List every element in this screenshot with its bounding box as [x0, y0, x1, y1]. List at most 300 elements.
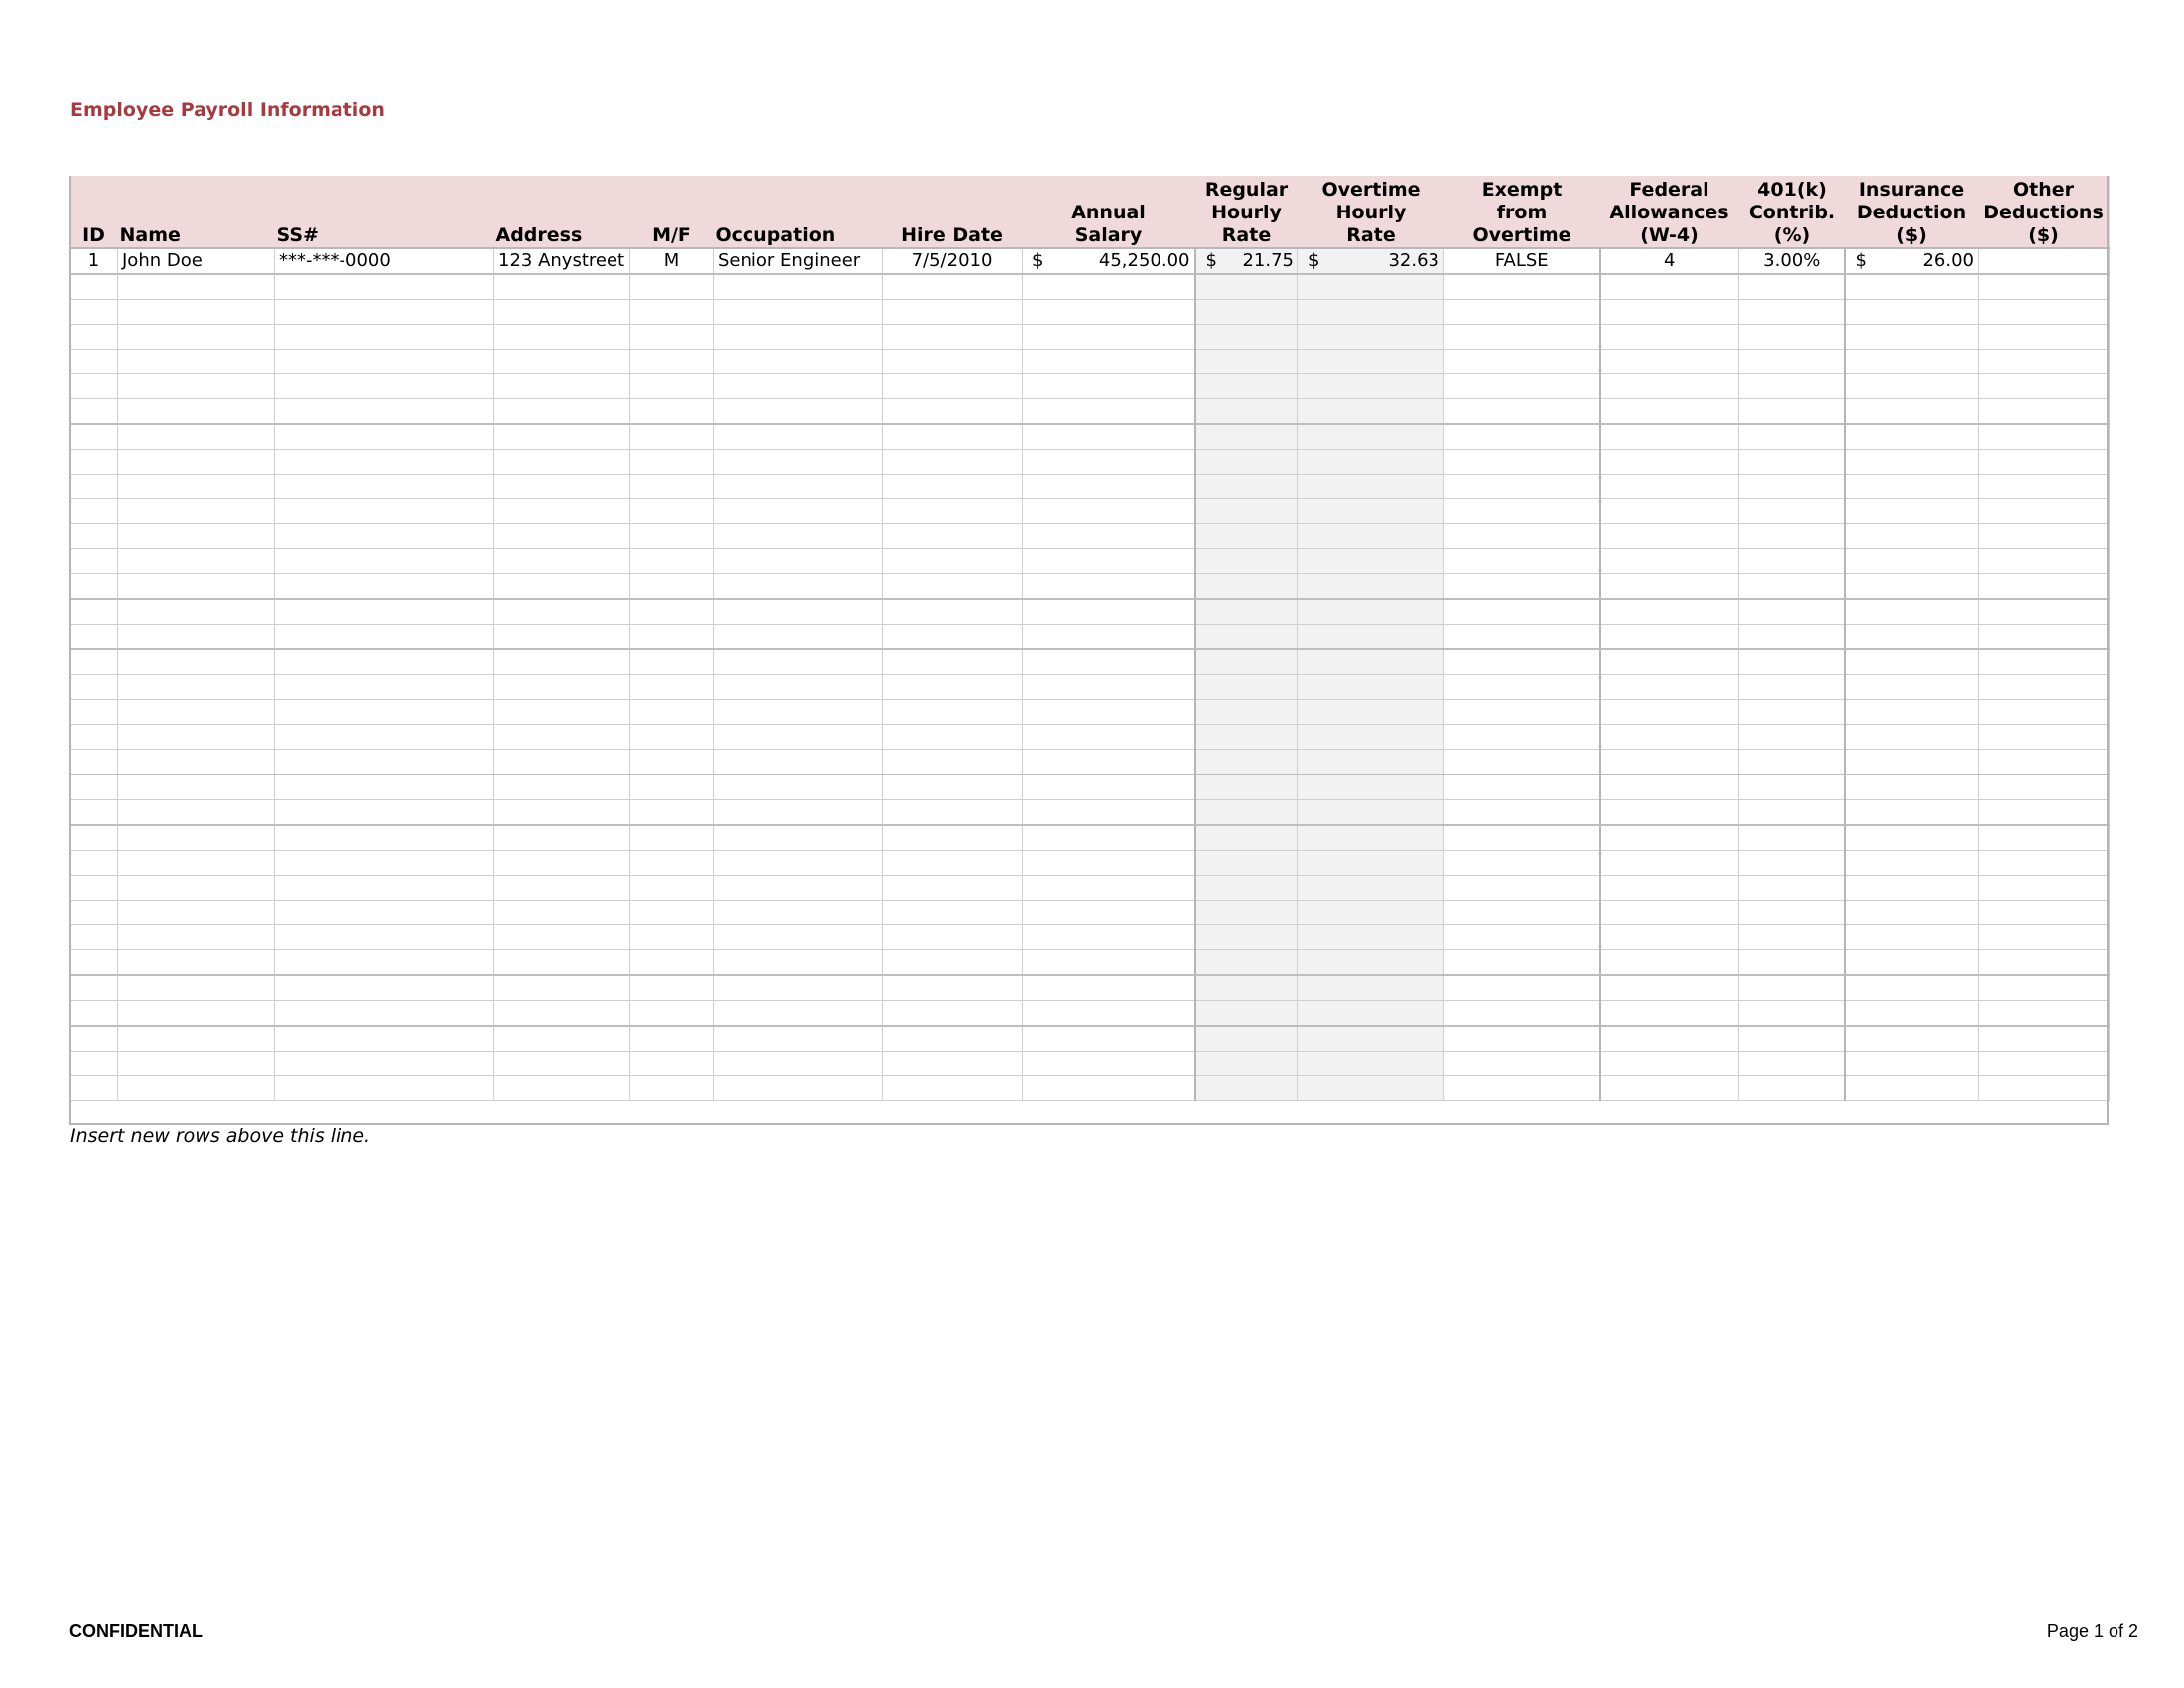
cell-insurance[interactable] [1845, 450, 1979, 475]
cell-sex[interactable] [630, 675, 714, 700]
cell-annual-salary[interactable] [1023, 274, 1195, 300]
cell-address[interactable] [494, 325, 630, 350]
cell-address[interactable] [494, 574, 630, 600]
cell-regular-rate[interactable] [1195, 574, 1298, 600]
cell-ssn[interactable] [275, 876, 494, 901]
cell-contrib[interactable] [1739, 325, 1845, 350]
cell-regular-rate[interactable] [1195, 1001, 1298, 1027]
cell-regular-rate[interactable] [1195, 599, 1298, 625]
cell-sex[interactable] [630, 599, 714, 625]
cell-contrib[interactable] [1739, 1001, 1845, 1027]
cell-annual-salary[interactable] [1023, 374, 1195, 399]
cell-contrib[interactable] [1739, 750, 1845, 775]
cell-allowances[interactable] [1600, 675, 1739, 700]
cell-other-deductions[interactable] [1979, 325, 2110, 350]
cell-address[interactable] [494, 549, 630, 574]
cell-overtime-rate[interactable] [1298, 825, 1444, 851]
cell-other-deductions[interactable] [1979, 499, 2110, 524]
cell-annual-salary[interactable] [1023, 901, 1195, 925]
cell-other-deductions[interactable] [1979, 475, 2110, 499]
cell-id[interactable] [70, 475, 118, 499]
cell-id[interactable] [70, 300, 118, 325]
cell-annual-salary[interactable] [1023, 1076, 1195, 1101]
cell-exempt[interactable] [1444, 649, 1600, 675]
cell-ssn[interactable] [275, 675, 494, 700]
cell-contrib[interactable] [1739, 649, 1845, 675]
cell-insurance[interactable] [1845, 800, 1979, 826]
cell-name[interactable] [118, 800, 275, 826]
cell-address[interactable] [494, 725, 630, 750]
cell-sex[interactable] [630, 851, 714, 876]
cell-regular-rate[interactable] [1195, 524, 1298, 549]
cell-insurance[interactable] [1845, 851, 1979, 876]
cell-ssn[interactable] [275, 851, 494, 876]
cell-occupation[interactable] [714, 675, 883, 700]
cell-sex[interactable] [630, 300, 714, 325]
cell-address[interactable] [494, 876, 630, 901]
cell-sex[interactable] [630, 1076, 714, 1101]
cell-overtime-rate[interactable] [1298, 876, 1444, 901]
cell-name[interactable] [118, 675, 275, 700]
cell-contrib[interactable]: 3.00% [1739, 248, 1845, 274]
cell-exempt[interactable] [1444, 700, 1600, 725]
cell-hire-date[interactable] [883, 825, 1023, 851]
cell-allowances[interactable] [1600, 1026, 1739, 1052]
cell-overtime-rate[interactable] [1298, 350, 1444, 374]
cell-other-deductions[interactable] [1979, 350, 2110, 374]
cell-address[interactable]: 123 Anystreet [494, 248, 630, 274]
cell-allowances[interactable] [1600, 950, 1739, 976]
cell-overtime-rate[interactable] [1298, 625, 1444, 650]
cell-allowances[interactable] [1600, 499, 1739, 524]
cell-overtime-rate[interactable] [1298, 524, 1444, 549]
cell-hire-date[interactable] [883, 300, 1023, 325]
cell-address[interactable] [494, 925, 630, 950]
cell-id[interactable] [70, 901, 118, 925]
cell-address[interactable] [494, 399, 630, 425]
cell-insurance[interactable] [1845, 350, 1979, 374]
cell-annual-salary[interactable] [1023, 450, 1195, 475]
cell-allowances[interactable] [1600, 901, 1739, 925]
cell-overtime-rate[interactable] [1298, 725, 1444, 750]
cell-address[interactable] [494, 700, 630, 725]
cell-ssn[interactable] [275, 325, 494, 350]
cell-exempt[interactable] [1444, 1001, 1600, 1027]
cell-ssn[interactable] [275, 725, 494, 750]
cell-hire-date[interactable] [883, 901, 1023, 925]
cell-occupation[interactable] [714, 325, 883, 350]
cell-address[interactable] [494, 625, 630, 650]
cell-allowances[interactable] [1600, 975, 1739, 1001]
cell-allowances[interactable] [1600, 800, 1739, 826]
cell-allowances[interactable] [1600, 851, 1739, 876]
cell-insurance[interactable] [1845, 499, 1979, 524]
cell-annual-salary[interactable] [1023, 750, 1195, 775]
cell-name[interactable] [118, 549, 275, 574]
cell-annual-salary[interactable] [1023, 774, 1195, 800]
cell-id[interactable] [70, 499, 118, 524]
cell-contrib[interactable] [1739, 424, 1845, 450]
cell-allowances[interactable] [1600, 774, 1739, 800]
cell-address[interactable] [494, 475, 630, 499]
cell-sex[interactable] [630, 800, 714, 826]
cell-other-deductions[interactable] [1979, 248, 2110, 274]
cell-contrib[interactable] [1739, 774, 1845, 800]
cell-overtime-rate[interactable] [1298, 675, 1444, 700]
cell-other-deductions[interactable] [1979, 975, 2110, 1001]
cell-overtime-rate[interactable] [1298, 1026, 1444, 1052]
cell-annual-salary[interactable] [1023, 851, 1195, 876]
cell-id[interactable] [70, 399, 118, 425]
cell-name[interactable] [118, 325, 275, 350]
cell-id[interactable] [70, 625, 118, 650]
cell-regular-rate[interactable] [1195, 649, 1298, 675]
cell-overtime-rate[interactable] [1298, 424, 1444, 450]
cell-regular-rate[interactable] [1195, 750, 1298, 775]
cell-id[interactable] [70, 750, 118, 775]
cell-other-deductions[interactable] [1979, 950, 2110, 976]
cell-annual-salary[interactable] [1023, 350, 1195, 374]
cell-regular-rate[interactable] [1195, 1052, 1298, 1076]
cell-id[interactable] [70, 649, 118, 675]
cell-regular-rate[interactable] [1195, 851, 1298, 876]
cell-occupation[interactable] [714, 549, 883, 574]
cell-contrib[interactable] [1739, 950, 1845, 976]
cell-hire-date[interactable] [883, 350, 1023, 374]
cell-other-deductions[interactable] [1979, 399, 2110, 425]
cell-hire-date[interactable] [883, 475, 1023, 499]
cell-allowances[interactable] [1600, 524, 1739, 549]
cell-exempt[interactable] [1444, 549, 1600, 574]
cell-other-deductions[interactable] [1979, 800, 2110, 826]
cell-allowances[interactable] [1600, 1052, 1739, 1076]
cell-ssn[interactable] [275, 374, 494, 399]
cell-occupation[interactable] [714, 475, 883, 499]
cell-contrib[interactable] [1739, 599, 1845, 625]
cell-hire-date[interactable] [883, 675, 1023, 700]
cell-allowances[interactable] [1600, 300, 1739, 325]
cell-insurance[interactable] [1845, 399, 1979, 425]
cell-overtime-rate[interactable] [1298, 549, 1444, 574]
cell-other-deductions[interactable] [1979, 274, 2110, 300]
cell-hire-date[interactable]: 7/5/2010 [883, 248, 1023, 274]
cell-other-deductions[interactable] [1979, 1026, 2110, 1052]
cell-occupation[interactable] [714, 925, 883, 950]
cell-other-deductions[interactable] [1979, 725, 2110, 750]
cell-name[interactable] [118, 825, 275, 851]
cell-address[interactable] [494, 825, 630, 851]
cell-regular-rate[interactable] [1195, 549, 1298, 574]
cell-other-deductions[interactable] [1979, 549, 2110, 574]
cell-occupation[interactable] [714, 750, 883, 775]
cell-overtime-rate[interactable] [1298, 1076, 1444, 1101]
cell-exempt[interactable] [1444, 475, 1600, 499]
cell-contrib[interactable] [1739, 499, 1845, 524]
cell-name[interactable] [118, 750, 275, 775]
cell-other-deductions[interactable] [1979, 675, 2110, 700]
cell-insurance[interactable] [1845, 774, 1979, 800]
cell-address[interactable] [494, 424, 630, 450]
cell-hire-date[interactable] [883, 876, 1023, 901]
cell-sex[interactable] [630, 1026, 714, 1052]
cell-exempt[interactable] [1444, 424, 1600, 450]
cell-address[interactable] [494, 450, 630, 475]
cell-ssn[interactable] [275, 300, 494, 325]
cell-name[interactable]: John Doe [118, 248, 275, 274]
cell-ssn[interactable] [275, 700, 494, 725]
cell-allowances[interactable] [1600, 725, 1739, 750]
cell-contrib[interactable] [1739, 374, 1845, 399]
cell-regular-rate[interactable] [1195, 350, 1298, 374]
cell-contrib[interactable] [1739, 851, 1845, 876]
cell-ssn[interactable] [275, 925, 494, 950]
cell-occupation[interactable] [714, 649, 883, 675]
cell-name[interactable] [118, 625, 275, 650]
cell-occupation[interactable] [714, 524, 883, 549]
cell-occupation[interactable] [714, 950, 883, 976]
cell-id[interactable] [70, 1052, 118, 1076]
cell-insurance[interactable] [1845, 374, 1979, 399]
cell-hire-date[interactable] [883, 274, 1023, 300]
cell-allowances[interactable] [1600, 1001, 1739, 1027]
cell-annual-salary[interactable] [1023, 625, 1195, 650]
cell-other-deductions[interactable] [1979, 374, 2110, 399]
cell-allowances[interactable] [1600, 424, 1739, 450]
cell-insurance[interactable] [1845, 825, 1979, 851]
cell-address[interactable] [494, 300, 630, 325]
cell-contrib[interactable] [1739, 274, 1845, 300]
cell-contrib[interactable] [1739, 524, 1845, 549]
cell-allowances[interactable] [1600, 925, 1739, 950]
cell-hire-date[interactable] [883, 549, 1023, 574]
cell-insurance[interactable] [1845, 876, 1979, 901]
cell-ssn[interactable] [275, 800, 494, 826]
cell-ssn[interactable] [275, 599, 494, 625]
cell-name[interactable] [118, 574, 275, 600]
cell-other-deductions[interactable] [1979, 876, 2110, 901]
cell-hire-date[interactable] [883, 649, 1023, 675]
cell-insurance[interactable] [1845, 325, 1979, 350]
cell-annual-salary[interactable] [1023, 700, 1195, 725]
cell-id[interactable] [70, 325, 118, 350]
cell-ssn[interactable] [275, 901, 494, 925]
cell-id[interactable] [70, 725, 118, 750]
cell-hire-date[interactable] [883, 800, 1023, 826]
cell-address[interactable] [494, 1001, 630, 1027]
cell-name[interactable] [118, 725, 275, 750]
cell-allowances[interactable]: 4 [1600, 248, 1739, 274]
cell-insurance[interactable] [1845, 750, 1979, 775]
cell-ssn[interactable] [275, 750, 494, 775]
cell-annual-salary[interactable] [1023, 300, 1195, 325]
cell-occupation[interactable] [714, 700, 883, 725]
cell-contrib[interactable] [1739, 901, 1845, 925]
cell-regular-rate[interactable] [1195, 374, 1298, 399]
cell-id[interactable] [70, 450, 118, 475]
cell-sex[interactable] [630, 424, 714, 450]
cell-name[interactable] [118, 1001, 275, 1027]
cell-insurance[interactable] [1845, 599, 1979, 625]
cell-regular-rate[interactable] [1195, 901, 1298, 925]
cell-exempt[interactable] [1444, 901, 1600, 925]
cell-ssn[interactable] [275, 1052, 494, 1076]
cell-overtime-rate[interactable] [1298, 300, 1444, 325]
cell-overtime-rate[interactable] [1298, 800, 1444, 826]
cell-annual-salary[interactable] [1023, 424, 1195, 450]
cell-annual-salary[interactable] [1023, 1052, 1195, 1076]
cell-annual-salary[interactable] [1023, 499, 1195, 524]
cell-name[interactable] [118, 925, 275, 950]
cell-sex[interactable] [630, 399, 714, 425]
cell-overtime-rate[interactable] [1298, 774, 1444, 800]
cell-name[interactable] [118, 975, 275, 1001]
cell-hire-date[interactable] [883, 950, 1023, 976]
cell-name[interactable] [118, 851, 275, 876]
cell-overtime-rate[interactable] [1298, 399, 1444, 425]
cell-occupation[interactable] [714, 1076, 883, 1101]
cell-occupation[interactable] [714, 374, 883, 399]
cell-allowances[interactable] [1600, 350, 1739, 374]
cell-hire-date[interactable] [883, 625, 1023, 650]
cell-overtime-rate[interactable] [1298, 1001, 1444, 1027]
cell-other-deductions[interactable] [1979, 424, 2110, 450]
cell-ssn[interactable] [275, 574, 494, 600]
cell-insurance[interactable] [1845, 700, 1979, 725]
cell-occupation[interactable] [714, 574, 883, 600]
cell-occupation[interactable] [714, 851, 883, 876]
cell-ssn[interactable] [275, 424, 494, 450]
cell-other-deductions[interactable] [1979, 700, 2110, 725]
cell-occupation[interactable] [714, 1052, 883, 1076]
cell-annual-salary[interactable] [1023, 399, 1195, 425]
cell-exempt[interactable] [1444, 675, 1600, 700]
cell-hire-date[interactable] [883, 750, 1023, 775]
cell-address[interactable] [494, 350, 630, 374]
cell-overtime-rate[interactable] [1298, 851, 1444, 876]
cell-allowances[interactable] [1600, 574, 1739, 600]
cell-insurance[interactable] [1845, 300, 1979, 325]
cell-regular-rate[interactable] [1195, 876, 1298, 901]
cell-occupation[interactable] [714, 450, 883, 475]
cell-sex[interactable] [630, 925, 714, 950]
cell-occupation[interactable] [714, 625, 883, 650]
cell-regular-rate[interactable] [1195, 450, 1298, 475]
cell-annual-salary[interactable] [1023, 325, 1195, 350]
cell-regular-rate[interactable] [1195, 825, 1298, 851]
cell-occupation[interactable] [714, 975, 883, 1001]
cell-address[interactable] [494, 1076, 630, 1101]
cell-exempt[interactable] [1444, 274, 1600, 300]
cell-occupation[interactable] [714, 599, 883, 625]
cell-hire-date[interactable] [883, 925, 1023, 950]
cell-id[interactable] [70, 424, 118, 450]
cell-annual-salary[interactable] [1023, 574, 1195, 600]
cell-occupation[interactable] [714, 399, 883, 425]
cell-insurance[interactable] [1845, 475, 1979, 499]
cell-annual-salary[interactable] [1023, 248, 1195, 274]
cell-occupation[interactable] [714, 424, 883, 450]
cell-other-deductions[interactable] [1979, 1001, 2110, 1027]
cell-exempt[interactable] [1444, 975, 1600, 1001]
cell-other-deductions[interactable] [1979, 450, 2110, 475]
cell-annual-salary[interactable] [1023, 649, 1195, 675]
cell-ssn[interactable] [275, 450, 494, 475]
cell-address[interactable] [494, 649, 630, 675]
cell-ssn[interactable] [275, 649, 494, 675]
cell-sex[interactable] [630, 700, 714, 725]
cell-occupation[interactable] [714, 800, 883, 826]
cell-id[interactable] [70, 274, 118, 300]
cell-contrib[interactable] [1739, 800, 1845, 826]
cell-insurance[interactable] [1845, 649, 1979, 675]
cell-occupation[interactable]: Senior Engineer [714, 248, 883, 274]
cell-allowances[interactable] [1600, 1076, 1739, 1101]
cell-allowances[interactable] [1600, 700, 1739, 725]
cell-ssn[interactable] [275, 1076, 494, 1101]
cell-contrib[interactable] [1739, 700, 1845, 725]
cell-regular-rate[interactable] [1195, 725, 1298, 750]
cell-other-deductions[interactable] [1979, 901, 2110, 925]
cell-address[interactable] [494, 1026, 630, 1052]
cell-address[interactable] [494, 975, 630, 1001]
cell-id[interactable] [70, 925, 118, 950]
cell-ssn[interactable] [275, 774, 494, 800]
cell-ssn[interactable] [275, 950, 494, 976]
cell-id[interactable] [70, 1076, 118, 1101]
cell-regular-rate[interactable] [1195, 399, 1298, 425]
cell-insurance[interactable] [1845, 274, 1979, 300]
cell-regular-rate[interactable] [1195, 800, 1298, 826]
cell-hire-date[interactable] [883, 599, 1023, 625]
cell-other-deductions[interactable] [1979, 625, 2110, 650]
cell-occupation[interactable] [714, 1026, 883, 1052]
cell-overtime-rate[interactable] [1298, 475, 1444, 499]
cell-hire-date[interactable] [883, 700, 1023, 725]
cell-id[interactable] [70, 950, 118, 976]
cell-overtime-rate[interactable] [1298, 750, 1444, 775]
cell-allowances[interactable] [1600, 450, 1739, 475]
cell-ssn[interactable] [275, 825, 494, 851]
cell-id[interactable] [70, 675, 118, 700]
cell-insurance[interactable] [1845, 675, 1979, 700]
cell-name[interactable] [118, 499, 275, 524]
cell-exempt[interactable] [1444, 725, 1600, 750]
cell-id[interactable]: 1 [70, 248, 118, 274]
cell-sex[interactable] [630, 450, 714, 475]
cell-contrib[interactable] [1739, 725, 1845, 750]
cell-overtime-rate[interactable] [1298, 975, 1444, 1001]
cell-name[interactable] [118, 599, 275, 625]
cell-exempt[interactable] [1444, 499, 1600, 524]
cell-name[interactable] [118, 950, 275, 976]
cell-id[interactable] [70, 1001, 118, 1027]
cell-hire-date[interactable] [883, 1026, 1023, 1052]
cell-id[interactable] [70, 524, 118, 549]
cell-address[interactable] [494, 800, 630, 826]
cell-annual-salary[interactable] [1023, 524, 1195, 549]
cell-exempt[interactable] [1444, 599, 1600, 625]
cell-occupation[interactable] [714, 825, 883, 851]
cell-overtime-rate[interactable] [1298, 499, 1444, 524]
cell-id[interactable] [70, 975, 118, 1001]
cell-overtime-rate[interactable] [1298, 248, 1444, 274]
cell-hire-date[interactable] [883, 374, 1023, 399]
cell-overtime-rate[interactable] [1298, 649, 1444, 675]
cell-sex[interactable] [630, 825, 714, 851]
cell-insurance[interactable] [1845, 1001, 1979, 1027]
cell-exempt[interactable] [1444, 950, 1600, 976]
cell-hire-date[interactable] [883, 1052, 1023, 1076]
